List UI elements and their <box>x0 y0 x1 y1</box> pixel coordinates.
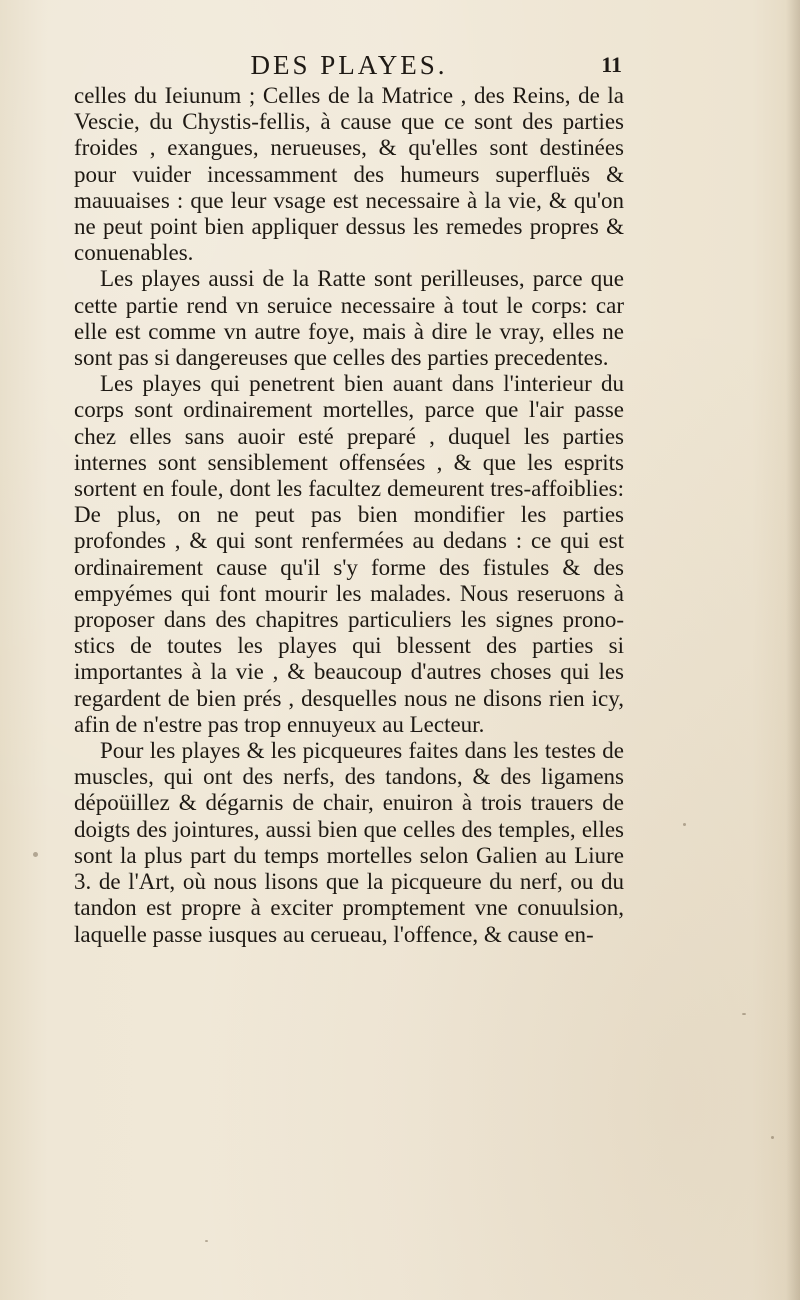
paper-speck <box>205 1240 208 1242</box>
paragraph: Les playes qui penetrent bien auant dans l'interieur du corps sont ordinairement mortelles, parce que l'air passe chez elles sans auoir esté preparé , duquel les parties internes sont sensiblement offensées , & que les esprits sortent en foule, dont les facultez demeurent tres-affoiblies: De plus, on ne peut pas bien mondifier les parties profondes , & qui sont renfermées au dedans : ce qui est ordinairement cause qu'il s'y forme des fistules & des empyémes qui font mourir les malades. Nous reseruons à proposer dans des chapitres particuliers les signes prono-stics de toutes les playes qui blessent des parties si importantes à la vie , & beaucoup d'autres choses qui les regardent de bien prés , desquelles nous ne disons rien icy, afin de n'estre pas trop ennuyeux au Lecteur. <box>74 371 624 737</box>
paper-speck <box>683 823 686 826</box>
paper-speck <box>33 852 38 857</box>
page-number: 11 <box>601 52 622 77</box>
paragraph: Pour les playes & les picqueures faites dans les testes de muscles, qui ont des nerfs, des tandons, & des ligamens dépoüillez & dégarnis de chair, enuiron à trois trauers de doigts des jointures, aussi bien que celles des temples, elles sont la plus part du temps mortelles selon Galien au Liure 3. de l'Art, où nous lisons que la picqueure du nerf, ou du tandon est propre à exciter promptement vne conuulsion, laquelle passe iusques au cerueau, l'offence, & cause en- <box>74 738 624 947</box>
paragraph: Les playes aussi de la Ratte sont perilleuses, parce que cette partie rend vn seruice necessaire à tout le corps: car elle est comme vn autre foye, mais à dire le vray, elles ne sont pas si dangereuses que celles des parties precedentes. <box>74 266 624 371</box>
paper-speck <box>771 1136 774 1139</box>
paragraph: celles du Ieiunum ; Celles de la Matrice , des Reins, de la Vescie, du Chystis-fellis, à cause que ce sont des parties froides , exangues, nerueuses, & qu'elles sont destinées pour vuider incessamment des humeurs superfluës & mauuaises : que leur vsage est necessaire à la vie, & qu'on ne peut point bien appliquer dessus les remedes propres & conuenables. <box>74 83 624 266</box>
page-edge-shadow <box>786 0 800 1300</box>
body-text <box>74 83 624 948</box>
page-header <box>76 50 622 84</box>
running-title: DES PLAYES. <box>250 50 448 80</box>
paper-speck <box>742 1013 746 1015</box>
